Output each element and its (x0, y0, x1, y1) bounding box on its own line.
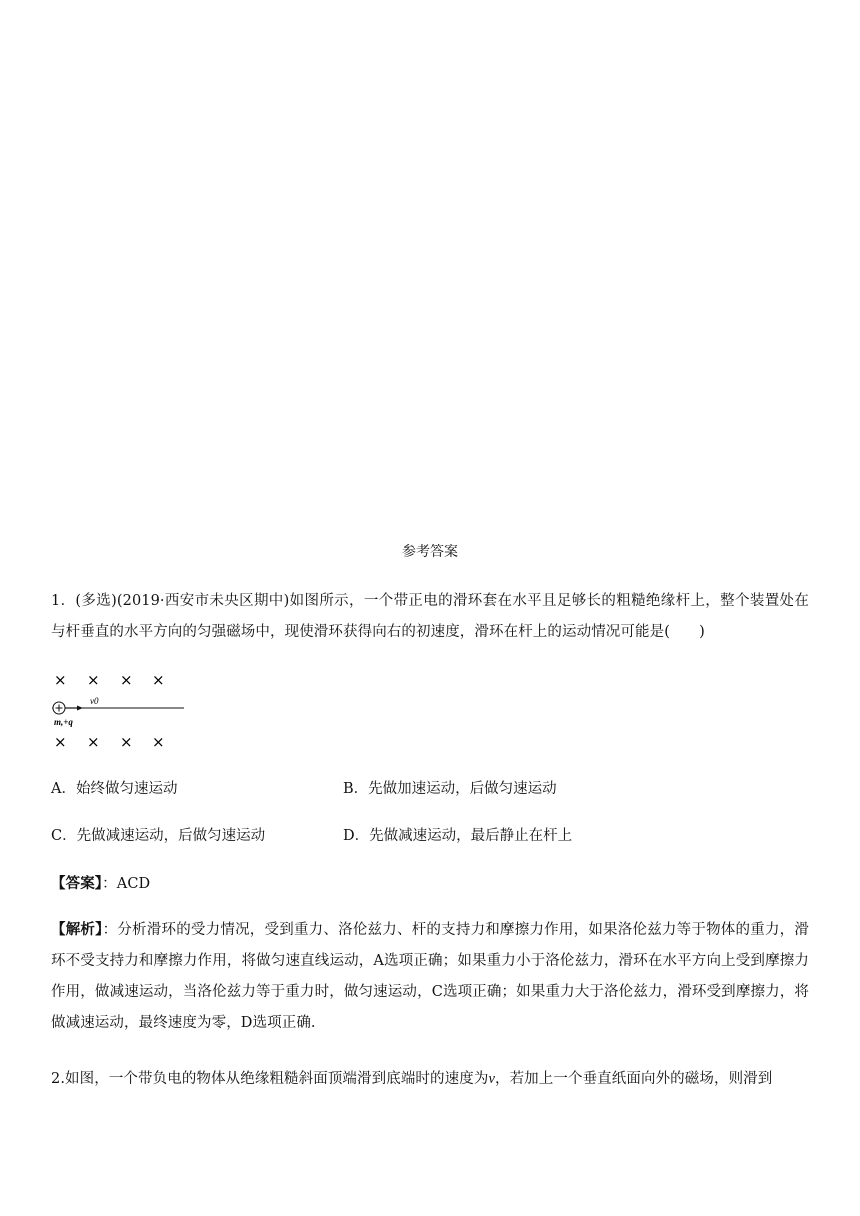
answer-line (51, 868, 809, 900)
question-1-stem (51, 586, 809, 648)
field-cross: × (54, 671, 67, 689)
analysis-separator: ： (102, 922, 118, 938)
question-1-figure (50, 668, 190, 754)
field-cross: × (120, 733, 133, 751)
field-cross: × (152, 671, 165, 689)
field-cross: × (87, 733, 100, 751)
question-2-stem (51, 1064, 809, 1095)
answer-label: 【答案】 (51, 875, 103, 892)
field-cross: × (120, 671, 133, 689)
analysis-text: 分析滑环的受力情况，受到重力、洛伦兹力、杆的支持力和摩擦力作用，如果洛伦兹力等于物体的重力，滑环不受支持力和摩擦力作用，将做匀速直线运动，A选项正确；如果重力小于洛伦兹力，滑环在水平方向上受到摩擦力作用，做减速运动，当洛伦兹力等于重力时，做匀速运动，C选项正确；如果重力大于洛伦兹力，滑环受到摩擦力，将做减速运动，最终速度为零，D选项正确. (51, 922, 809, 1031)
question-2-text-before: 2.如图，一个带负电的物体从绝缘粗糙斜面顶端滑到底端时的速度为 (51, 1071, 489, 1087)
question-2-text-after: ，若加上一个垂直纸面向外的磁场，则滑到 (494, 1071, 773, 1087)
question-1-number: 1． (51, 593, 76, 609)
option-d: D．先做减速运动，最后静止在杆上 (343, 828, 573, 844)
option-c: C．先做减速运动，后做匀速运动 (51, 828, 266, 844)
analysis-paragraph (51, 914, 809, 1039)
question-2-variable: v (488, 1071, 495, 1087)
field-cross: × (87, 671, 100, 689)
answer-value: ACD (116, 876, 151, 892)
question-1-text: (多选)(2019·西安市未央区期中)如图所示，一个带正电的滑环套在水平且足够长的粗糙绝缘杆上，整个装置处在与杆垂直的水平方向的匀强磁场中，现使滑环获得向右的初速度，滑环在杆上的运动情况可能是( ) (51, 593, 809, 640)
field-cross: × (54, 733, 67, 751)
option-b: B．先做加速运动，后做匀速运动 (343, 781, 557, 797)
section-title: 参考答案 (402, 544, 458, 560)
option-a: A．始终做匀速运动 (51, 781, 178, 797)
velocity-arrowhead (77, 706, 83, 711)
answer-separator: ： (102, 876, 117, 892)
analysis-label: 【解析】 (51, 921, 103, 938)
ring-label: m,+q (54, 717, 73, 727)
velocity-label: v0 (90, 696, 99, 706)
field-cross: × (152, 733, 165, 751)
